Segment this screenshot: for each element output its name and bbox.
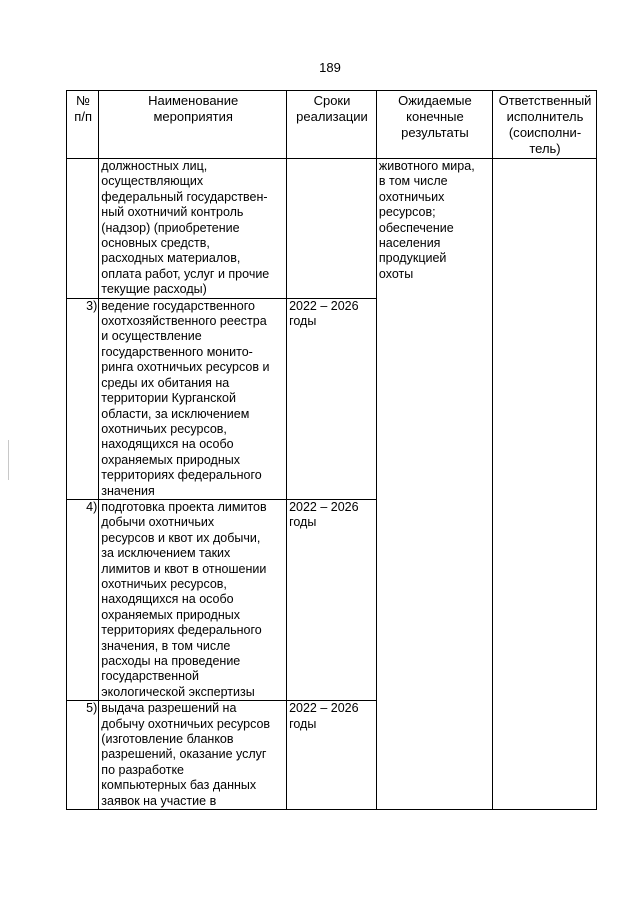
row-num	[67, 159, 99, 299]
header-num: № п/п	[67, 91, 99, 159]
table-row	[67, 159, 597, 299]
row-result: животного мира, в том числе охотничьих ресурсов; обеспечение населения продукцией охоты	[376, 159, 492, 810]
row-term: 2022 – 2026 годы	[287, 499, 377, 700]
row-num: 4)	[67, 499, 99, 700]
scan-edge-mark	[8, 440, 9, 480]
header-result: Ожидаемые конечные результаты	[376, 91, 492, 159]
header-term: Сроки реализации	[287, 91, 377, 159]
page-number: 189	[319, 60, 341, 75]
header-executor: Ответственный исполнитель (соисполни- тель)	[493, 91, 597, 159]
row-name: ведение государственного охотхозяйственного реестра и осуществление государственного монито- ринга охотничьих ресурсов и среды их обитания на территории Курганской области, за исключением охотничьих ресурсов, находящихся на особо охраняемых природных территориях федерального значения	[99, 298, 287, 499]
table-header-row	[67, 91, 597, 159]
row-name: должностных лиц, осуществляющих федеральный государствен- ный охотничий контроль (надзор) (приобретение основных средств, расходных материалов, оплата работ, услуг и прочие текущие расходы)	[99, 159, 287, 299]
row-term	[287, 159, 377, 299]
row-term: 2022 – 2026 годы	[287, 298, 377, 499]
row-num: 5)	[67, 701, 99, 810]
row-name: выдача разрешений на добычу охотничьих ресурсов (изготовление бланков разрешений, оказание услуг по разработке компьютерных баз данных заявок на участие в	[99, 701, 287, 810]
header-name: Наименование мероприятия	[99, 91, 287, 159]
row-term: 2022 – 2026 годы	[287, 701, 377, 810]
row-executor	[493, 159, 597, 810]
row-name: подготовка проекта лимитов добычи охотничьих ресурсов и квот их добычи, за исключением таких лимитов и квот в отношении охотничьих ресурсов, находящихся на особо охраняемых природных территориях федерального значения, в том числе расходы на проведение государственной экологической экспертизы	[99, 499, 287, 700]
row-num: 3)	[67, 298, 99, 499]
activities-table	[66, 90, 597, 810]
